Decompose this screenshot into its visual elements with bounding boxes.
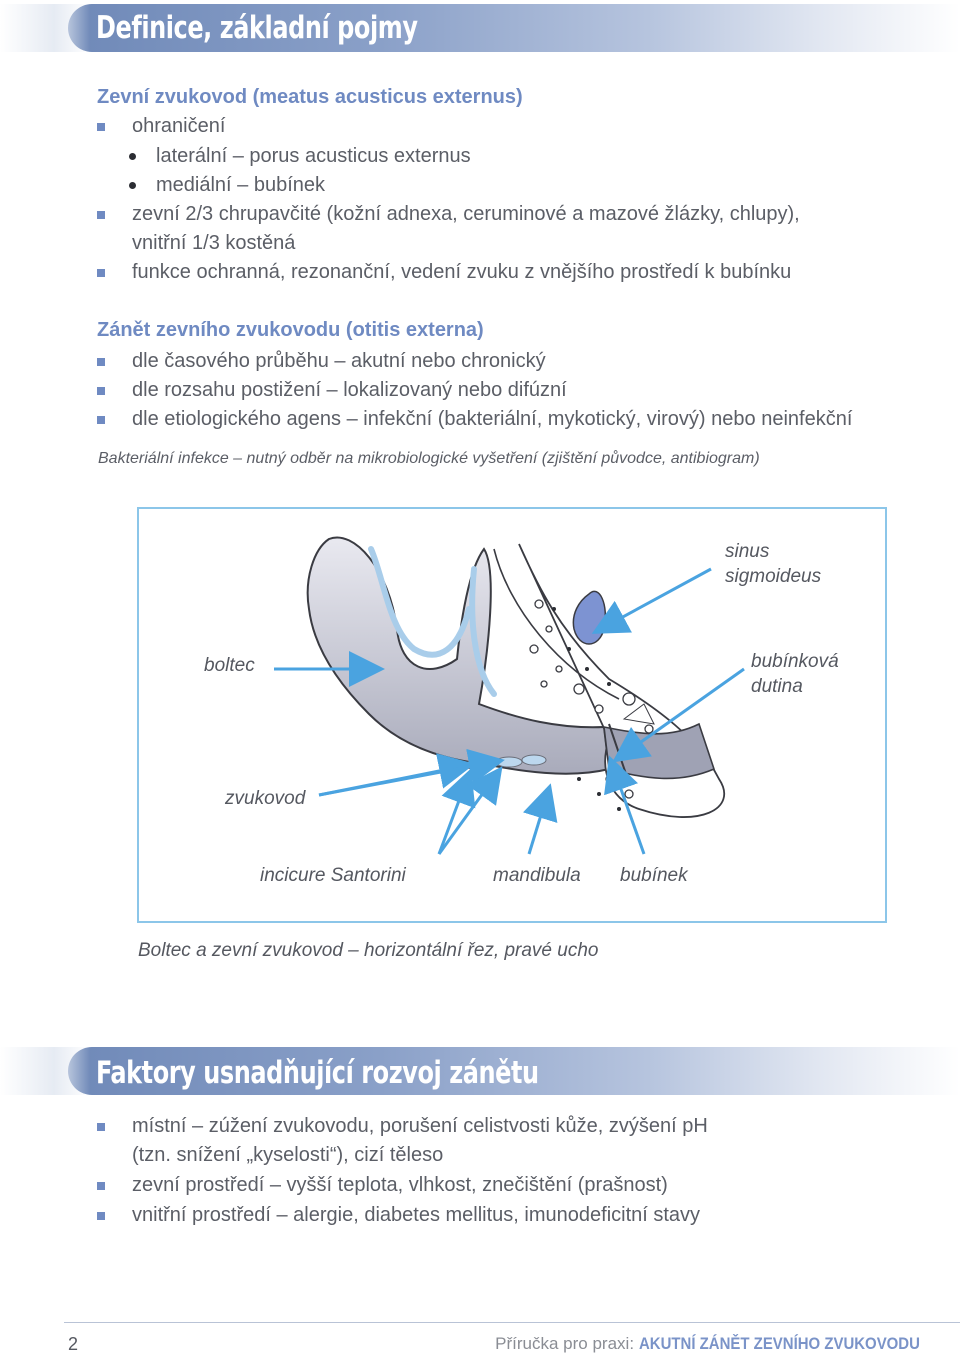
bullet-square-icon — [97, 1123, 105, 1131]
banner-fade — [0, 4, 90, 52]
bullet-square-icon — [97, 1182, 105, 1190]
bullet-text: vnitřní prostředí – alergie, diabetes mellitus, imunodeficitní stavy — [132, 1204, 701, 1226]
sinus-sigmoideus — [573, 591, 605, 644]
bullet-square-icon — [97, 1212, 105, 1220]
section-title: Faktory usnadňující rozvoj zánětu — [96, 1055, 539, 1091]
footer-accent-title: AKUTNÍ ZÁNĚT ZEVNÍHO ZVUKOVODU — [638, 1334, 920, 1353]
label-sinus: sinus — [725, 541, 770, 562]
bullet-text: funkce ochranná, rezonanční, vedení zvuku z vnějšího prostředí k bubínku — [132, 261, 792, 283]
bullet-text: ohraničení — [132, 115, 226, 137]
bullet-text: dle etiologického agens – infekční (bakteriální, mykotický, virový) nebo neinfekční — [132, 408, 853, 430]
bullet-square-icon — [97, 387, 105, 395]
figure-caption: Boltec a zevní zvukovod – horizontální řez, pravé ucho — [138, 940, 599, 961]
label-bubinek: bubínek — [620, 865, 688, 886]
page-number: 2 — [68, 1334, 79, 1354]
bullet-text-continued: (tzn. snížení „kyselosti“), cizí těleso — [132, 1144, 444, 1166]
footer-title — [495, 1334, 958, 1354]
bullet-square-icon — [97, 269, 105, 277]
label-mandibula: mandibula — [493, 865, 581, 886]
label-incicure: incicure Santorini — [260, 865, 406, 886]
label-zvukovod: zvukovod — [225, 788, 306, 809]
sub-bullet-text: laterální – porus acusticus externus — [156, 145, 471, 167]
bullet-square-icon — [97, 123, 105, 131]
bullet-text-continued: vnitřní 1/3 kostěná — [132, 232, 296, 254]
bullet-square-icon — [97, 358, 105, 366]
heading-otitis-externa: Zánět zevního zvukovodu (otitis externa) — [97, 319, 484, 341]
bullet-text: dle rozsahu postižení – lokalizovaný nebo difúzní — [132, 379, 567, 401]
label-sigmoideus: sigmoideus — [725, 566, 822, 587]
banner-fade — [0, 1047, 90, 1095]
bullet-text: zevní 2/3 chrupavčité (kožní adnexa, ceruminové a mazové žlázky, chlupy), — [132, 203, 800, 225]
heading-zevni-zvukovod: Zevní zvukovod (meatus acusticus externus) — [97, 86, 523, 108]
label-boltec: boltec — [204, 655, 255, 676]
footer-divider — [64, 1322, 960, 1323]
ear-anatomy-figure — [137, 507, 887, 923]
auricle-shape — [308, 537, 609, 773]
bullet-square-icon — [97, 211, 105, 219]
bullet-text: místní – zúžení zvukovodu, porušení celistvosti kůže, zvýšení pH — [132, 1115, 708, 1137]
note-bacterial-infection: Bakteriální infekce – nutný odběr na mikrobiologické vyšetření (zjištění původce, antibiogram) — [98, 450, 760, 467]
bullet-text: dle časového průběhu – akutní nebo chronický — [132, 350, 546, 372]
label-bubinkova: bubínková — [751, 651, 839, 672]
sub-bullet-text: mediální – bubínek — [156, 174, 326, 196]
cartilage-segment — [496, 757, 522, 767]
bullet-text: zevní prostředí – vyšší teplota, vlhkost, znečištění (prašnost) — [132, 1174, 668, 1196]
bullet-dot-icon — [129, 153, 136, 160]
cartilage-segment — [522, 755, 546, 765]
section-title: Definice, základní pojmy — [96, 10, 418, 46]
footer-prefix: Příručka pro praxi: — [495, 1334, 639, 1353]
label-dutina: dutina — [751, 676, 803, 697]
bullet-dot-icon — [129, 182, 136, 189]
bullet-square-icon — [97, 416, 105, 424]
